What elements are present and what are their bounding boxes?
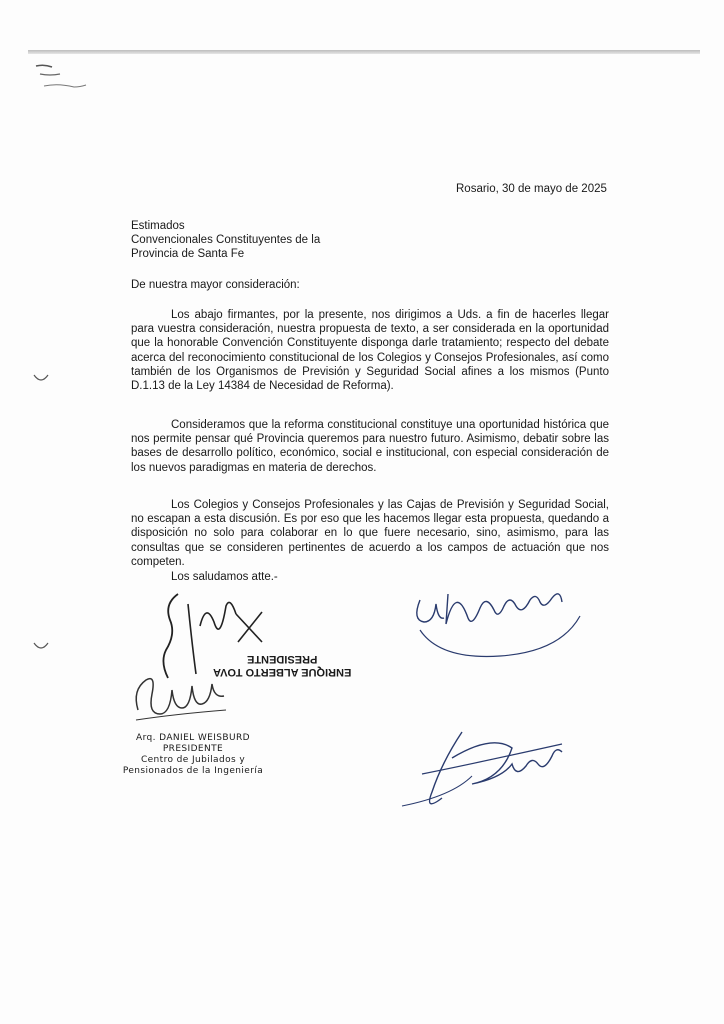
body-paragraph: Consideramos que la reforma constitucional constituye una oportunidad histórica que nos permite pensar qué Provincia queremos para nuestro futuro. Asimismo, debatir sobre las bases de desarrollo político, económico, social e institucional, con especial consideración de los nuevos paradigmas en materia de derechos.	[131, 419, 609, 474]
addressee-line: Convencionales Constituyentes de la	[131, 234, 321, 246]
scan-border-line	[28, 50, 700, 54]
stamp-weisburd-org-line: Pensionados de la Ingeniería	[122, 766, 264, 776]
stamp-weisburd	[118, 733, 268, 777]
stamp-tova-name: ENRIQUE ALBERTO TOVA	[213, 666, 352, 678]
place-date: Rosario, 30 de mayo de 2025	[456, 183, 607, 195]
body-paragraph: Los abajo firmantes, por la presente, nos dirigimos a Uds. a fin de hacerles llegar para vuestra consideración, nuestra propuesta de texto, a ser considerada en la oportunidad que la honorable Convención Constituyente disponga darle tratamiento; respecto del debate acerca del reconocimiento constitucional de los Colegios y Consejos Profesionales, así como también de los Organismos de Previsión y Seguridad Social afines a los mismos (Punto D.1.13 de la Ley 14384 de Necesidad de Reforma).	[131, 309, 609, 393]
addressee-block	[131, 219, 320, 261]
scan-artifact-marks	[30, 58, 100, 103]
punch-hole-mark-top	[32, 372, 52, 393]
punch-hole-mark-bottom	[32, 640, 52, 661]
greeting: De nuestra mayor consideración:	[131, 279, 300, 291]
signature-right-upper	[400, 570, 590, 670]
stamp-tova-role: PRESIDENTE	[247, 653, 318, 665]
signature-right-lower	[392, 718, 592, 818]
closing: Los saludamos atte.-	[171, 571, 278, 583]
stamp-weisburd-name: Arq. DANIEL WEISBURD	[136, 733, 250, 743]
stamp-weisburd-org-line: Centro de Jubilados y	[140, 755, 246, 765]
addressee-line: Provincia de Santa Fe	[131, 248, 245, 260]
stamp-weisburd-role: PRESIDENTE	[162, 744, 224, 754]
signature-weisburd	[128, 660, 238, 730]
addressee-line: Estimados	[131, 220, 185, 232]
body-paragraph: Los Colegios y Consejos Profesionales y las Cajas de Previsión y Seguridad Social, no escapan a esta discusión. Es por eso que les hacemos llegar esta propuesta, quedando a disposición no solo para colaborar en lo que fuere necesario, sino, asimismo, para las consultas que se consideren pertinentes de acuerdo a los campos de actuación que nos competen.	[131, 499, 609, 568]
